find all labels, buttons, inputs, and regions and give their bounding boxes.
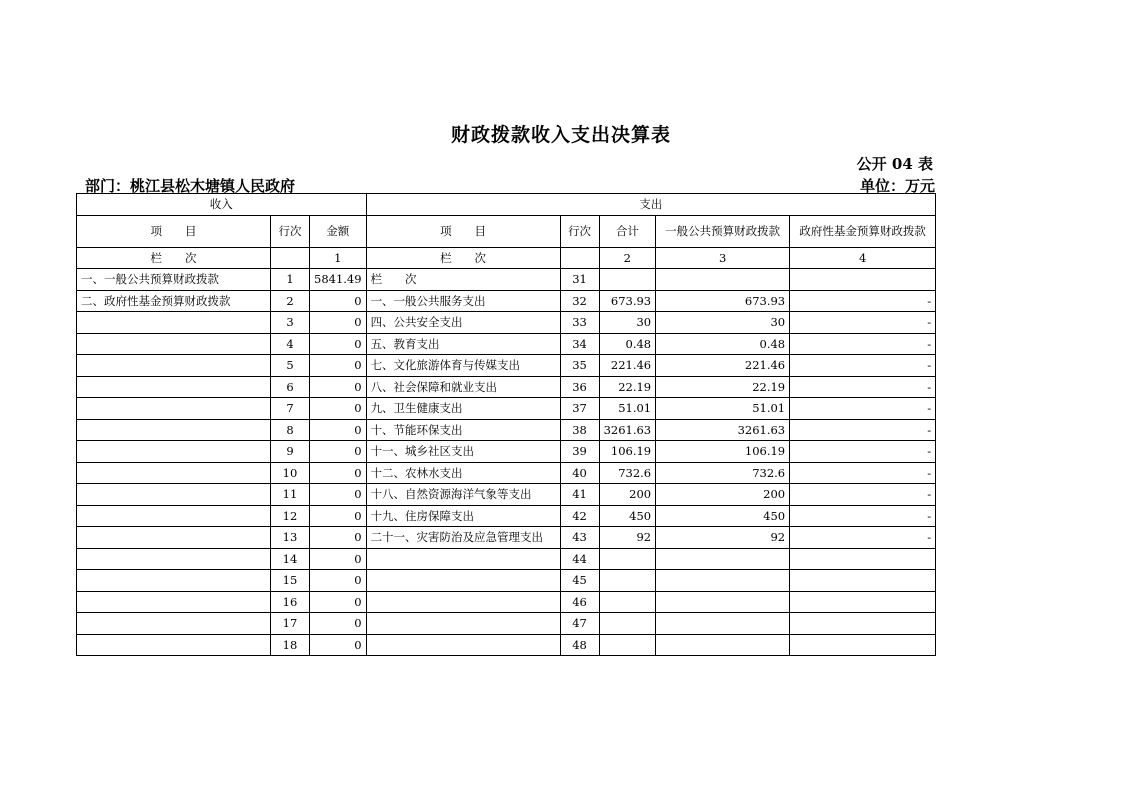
expense-column-index-4: 4 — [790, 247, 936, 269]
fund-budget-cell — [790, 591, 936, 613]
expense-item-cell: 八、社会保障和就业支出 — [366, 376, 560, 398]
income-row-no-cell: 5 — [271, 355, 310, 377]
expense-column-index-3: 3 — [656, 247, 790, 269]
general-budget-cell — [656, 634, 790, 656]
income-item-cell — [77, 570, 271, 592]
expense-item-header: 项 目 — [366, 215, 560, 247]
fund-budget-cell — [790, 548, 936, 570]
total-cell — [599, 613, 656, 635]
expense-row-no-header: 行次 — [560, 215, 599, 247]
table-row — [77, 634, 936, 656]
general-budget-cell: 450 — [656, 505, 790, 527]
income-item-cell — [77, 613, 271, 635]
income-column-index-blank — [271, 247, 310, 269]
table-row — [77, 376, 936, 398]
header-row-group — [77, 194, 936, 216]
expense-row-no-cell: 47 — [560, 613, 599, 635]
general-budget-cell: 92 — [656, 527, 790, 549]
income-row-no-cell: 17 — [271, 613, 310, 635]
total-cell: 221.46 — [599, 355, 656, 377]
income-item-cell: 一、一般公共预算财政拨款 — [77, 269, 271, 291]
general-budget-cell — [656, 613, 790, 635]
expense-item-cell — [366, 591, 560, 613]
income-item-cell — [77, 548, 271, 570]
total-cell: 3261.63 — [599, 419, 656, 441]
total-cell — [599, 548, 656, 570]
income-row-no-cell: 12 — [271, 505, 310, 527]
expense-row-no-cell: 38 — [560, 419, 599, 441]
department-label: 部门：桃江县松木塘镇人民政府 — [85, 177, 296, 195]
expense-item-cell: 十九、住房保障支出 — [366, 505, 560, 527]
general-budget-cell: 0.48 — [656, 333, 790, 355]
table-row — [77, 527, 936, 549]
fund-budget-cell: - — [790, 527, 936, 549]
fund-budget-cell: - — [790, 355, 936, 377]
income-row-no-cell: 16 — [271, 591, 310, 613]
income-row-no-cell: 10 — [271, 462, 310, 484]
income-row-no-cell: 4 — [271, 333, 310, 355]
table-row — [77, 484, 936, 506]
expense-row-no-cell: 40 — [560, 462, 599, 484]
general-budget-cell: 22.19 — [656, 376, 790, 398]
total-cell: 450 — [599, 505, 656, 527]
general-budget-cell: 732.6 — [656, 462, 790, 484]
total-cell: 22.19 — [599, 376, 656, 398]
expense-row-no-cell: 33 — [560, 312, 599, 334]
income-row-no-cell: 11 — [271, 484, 310, 506]
income-row-no-cell: 15 — [271, 570, 310, 592]
expense-item-cell: 二十一、灾害防治及应急管理支出 — [366, 527, 560, 549]
expense-column-label: 栏 次 — [366, 247, 560, 269]
income-amount-cell: 0 — [310, 419, 367, 441]
income-row-no-cell: 9 — [271, 441, 310, 463]
unit-label: 单位：万元 — [859, 177, 935, 195]
income-row-no-cell: 14 — [271, 548, 310, 570]
income-item-cell — [77, 484, 271, 506]
fund-budget-cell: - — [790, 462, 936, 484]
general-budget-cell — [656, 570, 790, 592]
income-row-no-cell: 7 — [271, 398, 310, 420]
income-item-cell — [77, 333, 271, 355]
expense-item-cell — [366, 570, 560, 592]
fund-budget-cell — [790, 269, 936, 291]
fund-budget-cell — [790, 613, 936, 635]
expense-row-no-cell: 37 — [560, 398, 599, 420]
table-row — [77, 398, 936, 420]
table-row — [77, 290, 936, 312]
fund-budget-cell — [790, 634, 936, 656]
fund-budget-cell: - — [790, 398, 936, 420]
expense-item-cell: 四、公共安全支出 — [366, 312, 560, 334]
fund-budget-cell: - — [790, 441, 936, 463]
expense-row-no-cell: 31 — [560, 269, 599, 291]
expense-row-no-cell: 46 — [560, 591, 599, 613]
page-title: 财政拨款收入支出决算表 — [450, 124, 671, 146]
expense-row-no-cell: 42 — [560, 505, 599, 527]
income-amount-cell: 0 — [310, 398, 367, 420]
income-row-no-cell: 18 — [271, 634, 310, 656]
expense-row-no-cell: 45 — [560, 570, 599, 592]
table-row — [77, 419, 936, 441]
total-cell: 30 — [599, 312, 656, 334]
expense-row-no-cell: 41 — [560, 484, 599, 506]
income-row-no-header: 行次 — [271, 215, 310, 247]
fund-budget-cell: - — [790, 333, 936, 355]
expense-row-no-cell: 34 — [560, 333, 599, 355]
table-row — [77, 548, 936, 570]
income-item-cell — [77, 634, 271, 656]
general-budget-cell: 221.46 — [656, 355, 790, 377]
general-budget-cell: 200 — [656, 484, 790, 506]
income-row-no-cell: 13 — [271, 527, 310, 549]
total-cell — [599, 591, 656, 613]
income-amount-cell: 0 — [310, 376, 367, 398]
header-row-columns — [77, 215, 936, 247]
fund-budget-cell: - — [790, 376, 936, 398]
income-item-cell — [77, 591, 271, 613]
income-amount-cell: 0 — [310, 613, 367, 635]
income-amount-cell: 5841.49 — [310, 269, 367, 291]
income-amount-cell: 0 — [310, 333, 367, 355]
general-budget-cell: 673.93 — [656, 290, 790, 312]
expense-item-cell: 一、一般公共服务支出 — [366, 290, 560, 312]
income-item-cell — [77, 527, 271, 549]
expense-row-no-cell: 39 — [560, 441, 599, 463]
expense-row-no-cell: 44 — [560, 548, 599, 570]
expense-group-header: 支出 — [366, 194, 936, 216]
total-cell: 673.93 — [599, 290, 656, 312]
income-item-cell: 二、政府性基金预算财政拨款 — [77, 290, 271, 312]
income-amount-cell: 0 — [310, 441, 367, 463]
income-amount-cell: 0 — [310, 505, 367, 527]
income-row-no-cell: 2 — [271, 290, 310, 312]
expense-item-cell: 十八、自然资源海洋气象等支出 — [366, 484, 560, 506]
total-cell: 92 — [599, 527, 656, 549]
expense-item-cell: 九、卫生健康支出 — [366, 398, 560, 420]
general-budget-cell: 106.19 — [656, 441, 790, 463]
table-row — [77, 591, 936, 613]
expense-row-no-cell: 48 — [560, 634, 599, 656]
expense-item-cell — [366, 548, 560, 570]
expense-row-no-cell: 35 — [560, 355, 599, 377]
expense-item-cell — [366, 613, 560, 635]
table-row — [77, 312, 936, 334]
expense-row-no-cell: 43 — [560, 527, 599, 549]
general-budget-cell — [656, 548, 790, 570]
expense-item-cell — [366, 634, 560, 656]
table-row — [77, 355, 936, 377]
total-cell — [599, 634, 656, 656]
expense-item-cell: 七、文化旅游体育与传媒支出 — [366, 355, 560, 377]
total-cell: 0.48 — [599, 333, 656, 355]
general-budget-header: 一般公共预算财政拨款 — [656, 215, 790, 247]
income-row-no-cell: 3 — [271, 312, 310, 334]
fund-budget-header: 政府性基金预算财政拨款 — [790, 215, 936, 247]
expense-item-cell: 栏 次 — [366, 269, 560, 291]
budget-table — [76, 193, 936, 656]
fund-budget-cell: - — [790, 312, 936, 334]
income-item-cell — [77, 355, 271, 377]
expense-item-cell: 十二、农林水支出 — [366, 462, 560, 484]
expense-column-index-2: 2 — [599, 247, 656, 269]
income-amount-cell: 0 — [310, 634, 367, 656]
total-header: 合计 — [599, 215, 656, 247]
total-cell: 732.6 — [599, 462, 656, 484]
expense-row-no-cell: 32 — [560, 290, 599, 312]
income-group-header: 收入 — [77, 194, 367, 216]
income-column-index-1: 1 — [310, 247, 367, 269]
expense-column-index-blank — [560, 247, 599, 269]
fund-budget-cell: - — [790, 484, 936, 506]
income-amount-cell: 0 — [310, 527, 367, 549]
income-amount-cell: 0 — [310, 290, 367, 312]
income-row-no-cell: 6 — [271, 376, 310, 398]
expense-item-cell: 五、教育支出 — [366, 333, 560, 355]
income-item-cell — [77, 398, 271, 420]
table-row — [77, 269, 936, 291]
general-budget-cell — [656, 591, 790, 613]
table-row — [77, 613, 936, 635]
income-amount-header: 金额 — [310, 215, 367, 247]
income-item-cell — [77, 441, 271, 463]
total-cell: 106.19 — [599, 441, 656, 463]
table-row — [77, 462, 936, 484]
income-amount-cell: 0 — [310, 484, 367, 506]
table-row — [77, 505, 936, 527]
total-cell — [599, 269, 656, 291]
income-item-header: 项 目 — [77, 215, 271, 247]
income-amount-cell: 0 — [310, 548, 367, 570]
income-item-cell — [77, 312, 271, 334]
income-amount-cell: 0 — [310, 570, 367, 592]
total-cell: 200 — [599, 484, 656, 506]
fund-budget-cell: - — [790, 419, 936, 441]
general-budget-cell: 3261.63 — [656, 419, 790, 441]
fund-budget-cell: - — [790, 505, 936, 527]
income-row-no-cell: 1 — [271, 269, 310, 291]
income-item-cell — [77, 505, 271, 527]
expense-row-no-cell: 36 — [560, 376, 599, 398]
income-item-cell — [77, 376, 271, 398]
fund-budget-cell: - — [790, 290, 936, 312]
table-row — [77, 333, 936, 355]
income-item-cell — [77, 462, 271, 484]
total-cell — [599, 570, 656, 592]
table-row — [77, 570, 936, 592]
fund-budget-cell — [790, 570, 936, 592]
expense-item-cell: 十、节能环保支出 — [366, 419, 560, 441]
general-budget-cell: 51.01 — [656, 398, 790, 420]
table-row — [77, 441, 936, 463]
income-row-no-cell: 8 — [271, 419, 310, 441]
income-item-cell — [77, 419, 271, 441]
form-number: 公开 04 表 — [856, 155, 933, 173]
income-amount-cell: 0 — [310, 591, 367, 613]
general-budget-cell — [656, 269, 790, 291]
income-amount-cell: 0 — [310, 355, 367, 377]
general-budget-cell: 30 — [656, 312, 790, 334]
total-cell: 51.01 — [599, 398, 656, 420]
income-amount-cell: 0 — [310, 462, 367, 484]
income-column-label: 栏 次 — [77, 247, 271, 269]
column-index-row — [77, 247, 936, 269]
income-amount-cell: 0 — [310, 312, 367, 334]
expense-item-cell: 十一、城乡社区支出 — [366, 441, 560, 463]
